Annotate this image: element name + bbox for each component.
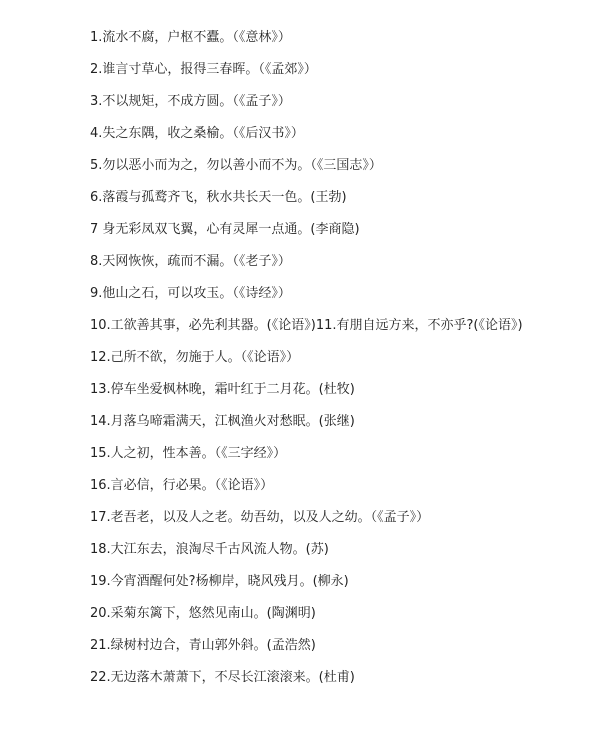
quotes-list	[90, 22, 530, 694]
quote-line-22: 22.无边落木萧萧下，不尽长江滚滚来。(杜甫)	[90, 670, 355, 685]
quote-line-13: 13.停车坐爱枫林晚，霜叶红于二月花。(杜牧)	[90, 382, 355, 397]
quote-line-19: 19.今宵酒醒何处?杨柳岸，晓风残月。(柳永)	[90, 574, 349, 589]
quote-line-9: 9.他山之石，可以攻玉。（《诗经》）	[90, 286, 291, 301]
quote-line-8: 8.天网恢恢，疏而不漏。（《老子》）	[90, 254, 291, 269]
quote-line-14: 14.月落乌啼霜满天，江枫渔火对愁眠。(张继)	[90, 414, 355, 429]
quote-line-18: 18.大江东去，浪淘尽千古风流人物。(苏)	[90, 542, 329, 557]
quote-line-12: 12.己所不欲，勿施于人。（《论语》）	[90, 350, 300, 365]
quote-line-3: 3.不以规矩，不成方圆。（《孟子》）	[90, 94, 291, 109]
quote-line-20: 20.采菊东篱下，悠然见南山。(陶渊明)	[90, 606, 316, 621]
quote-line-2: 2.谁言寸草心，报得三春晖。（《孟郊》）	[90, 62, 317, 77]
quote-line-10-11: 10.工欲善其事，必先利其器。(《论语》)11.有朋自远方来，不亦乎?(《论语》)	[90, 318, 523, 333]
quote-line-16: 16.言必信，行必果。（《论语》）	[90, 478, 274, 493]
quote-line-15: 15.人之初，性本善。（《三字经》）	[90, 446, 287, 461]
quote-line-21: 21.绿树村边合，青山郭外斜。(孟浩然)	[90, 638, 316, 653]
quote-line-1: 1.流水不腐，户枢不蠹。（《意林》）	[90, 30, 291, 45]
quote-line-4: 4.失之东隅，收之桑榆。（《后汉书》）	[90, 126, 304, 141]
quote-line-17: 17.老吾老，以及人之老。幼吾幼，以及人之幼。（《孟子》）	[90, 510, 430, 525]
quote-line-6: 6.落霞与孤鹜齐飞，秋水共长天一色。(王勃)	[90, 190, 347, 205]
quote-line-7: 7 身无彩凤双飞翼，心有灵犀一点通。(李商隐)	[90, 222, 360, 237]
quote-line-5: 5.勿以恶小而为之，勿以善小而不为。（《三国志》）	[90, 158, 382, 173]
